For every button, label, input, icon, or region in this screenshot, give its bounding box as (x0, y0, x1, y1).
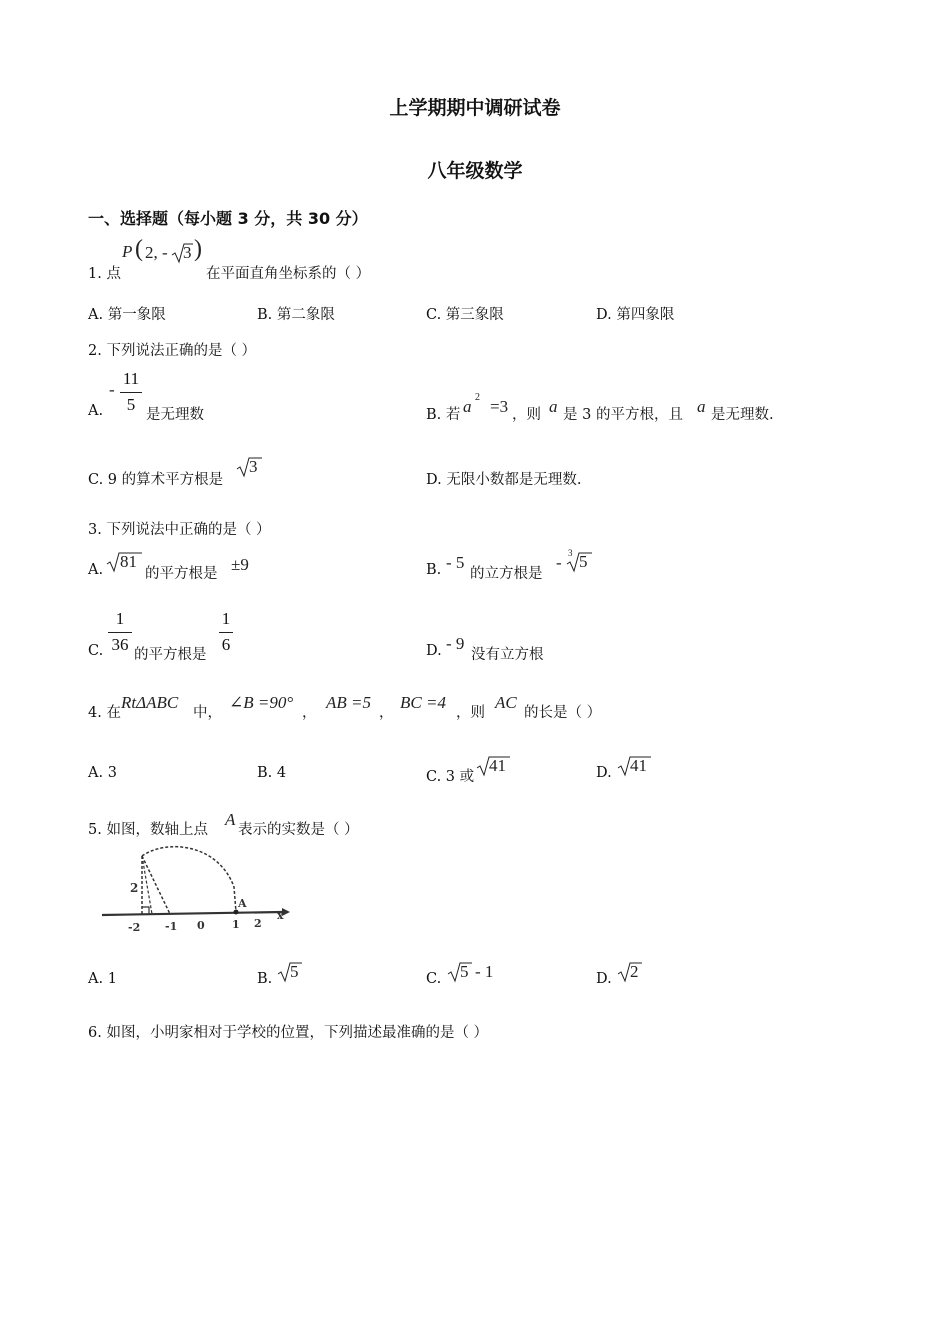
q4-option-b: B. 4 (257, 765, 287, 781)
section-heading: 一、选择题（每小题 3 分，共 30 分） (88, 209, 368, 228)
q2-b-exponent: 2 (475, 392, 480, 403)
q2-a-fraction-bar (120, 392, 142, 393)
q1-close-paren: ) (194, 236, 202, 262)
q5-d-radicand: 2 (630, 962, 639, 981)
q4-prefix: 4. 在 (88, 705, 121, 721)
q5-option-b-label: B. (257, 971, 273, 987)
q4-ac: AC (495, 693, 517, 712)
q2-b-mid2: 是 3 的平方根，且 (563, 407, 683, 423)
q2-b-label: B. 若 (426, 407, 461, 423)
q3-a-value: ±9 (231, 555, 249, 574)
q3-c-fraction-bar-1 (108, 632, 132, 633)
q4-ab: AB =5 (326, 693, 371, 712)
tick-label-2: 2 (254, 917, 262, 930)
q2-stem: 2. 下列说法正确的是（ ） (88, 343, 257, 359)
q3-b-minus: - (556, 553, 562, 572)
q3-stem: 3. 下列说法中正确的是（ ） (88, 522, 271, 538)
q3-b-text: 的立方根是 (470, 566, 543, 582)
q2-a-text: 是无理数 (146, 407, 204, 423)
q6-stem: 6. 如图，小明家相对于学校的位置，下列描述最准确的是（ ） (88, 1025, 489, 1041)
q2-b-var2: a (549, 397, 558, 416)
q3-c-fraction-bar-2 (219, 632, 233, 633)
q1-prefix: 1. 点 (88, 266, 121, 282)
page-subtitle: 八年级数学 (427, 160, 523, 182)
q4-sep2: ， (379, 705, 394, 721)
q3-a-radicand: 81 (120, 552, 137, 571)
q3-b-number: - 5 (446, 553, 465, 572)
q3-a-label: A. (88, 562, 104, 578)
q1-suffix: 在平面直角坐标系的（ ） (206, 266, 371, 282)
tick-label-minus-1: -1 (165, 920, 178, 933)
q4-mid2: ，则 (456, 705, 485, 721)
tick-label-0: 0 (197, 919, 205, 932)
q3-c-numerator-1: 1 (115, 609, 125, 628)
q4-triangle: RtΔABC (121, 693, 179, 712)
q1-option-a: A. 第一象限 (88, 307, 166, 323)
q4-option-c-label: C. 3 或 (426, 769, 475, 785)
q3-b-radicand: 5 (579, 552, 588, 571)
q3-b-label: B. (426, 562, 442, 578)
q3-d-label: D. (426, 643, 442, 659)
point-a-marker (234, 910, 239, 915)
compass-arc (142, 847, 236, 912)
q3-c-denominator-2: 6 (221, 635, 231, 654)
height-label: 2 (130, 881, 139, 895)
q5-b-radicand: 5 (290, 962, 299, 981)
q1-coord-x: 2, - (145, 243, 168, 262)
q3-c-label: C. (88, 643, 104, 659)
q2-b-var3: a (697, 397, 706, 416)
q4-option-a: A. 3 (88, 765, 117, 781)
q3-c-denominator-1: 36 (111, 635, 129, 654)
q5-option-c-label: C. (426, 971, 442, 987)
q2-b-end: 是无理数. (711, 407, 774, 423)
q4-angle: ∠B =90° (229, 693, 294, 712)
q2-b-var: a (463, 397, 472, 416)
q1-option-c: C. 第三象限 (426, 307, 504, 323)
q5-option-d-label: D. (596, 971, 612, 987)
q5-suffix: 表示的实数是（ ） (238, 822, 359, 838)
q1-option-b: B. 第二象限 (257, 307, 335, 323)
q1-option-d: D. 第四象限 (596, 307, 675, 323)
q2-a-label: A. (88, 403, 104, 419)
q1-radicand: 3 (183, 243, 192, 262)
q4-mid1: 中， (193, 705, 222, 721)
q1-point-label: P (122, 242, 133, 261)
q2-c-label: C. 9 的算术平方根是 (88, 472, 224, 488)
q5-c-radicand: 5 (460, 962, 469, 981)
q2-c-radicand: 3 (249, 457, 258, 476)
q5-point: A (225, 810, 236, 829)
page-title: 上学期期中调研试卷 (389, 97, 561, 119)
q2-b-mid: ，则 (512, 407, 541, 423)
q3-a-text: 的平方根是 (145, 566, 218, 582)
q3-c-numerator-2: 1 (221, 609, 231, 628)
q4-option-d-label: D. (596, 765, 612, 781)
q1-open-paren: ( (135, 236, 143, 262)
q4-c-radicand: 41 (489, 756, 506, 775)
q3-c-text: 的平方根是 (134, 647, 207, 663)
number-line-axis (102, 908, 290, 916)
q2-a-minus: - (109, 380, 115, 399)
q2-a-denominator: 5 (126, 395, 136, 414)
q2-a-numerator: 11 (122, 369, 140, 388)
q4-sep1: ， (302, 705, 317, 721)
q4-bc: BC =4 (400, 693, 446, 712)
q3-b-root-index: 3 (568, 548, 573, 558)
q4-suffix: 的长是（ ） (524, 705, 602, 721)
q3-d-text: 没有立方根 (471, 647, 544, 663)
q2-b-equation: =3 (490, 397, 509, 416)
right-angle-mark (142, 907, 149, 914)
tick-label-1: 1 (232, 918, 240, 931)
triangle-hypotenuse (142, 856, 170, 914)
q3-d-number: - 9 (446, 634, 465, 653)
q4-d-radicand: 41 (630, 756, 647, 775)
tick-label-minus-2: -2 (128, 921, 141, 934)
q5-prefix: 5. 如图，数轴上点 (88, 822, 208, 838)
axis-x-label: x (277, 909, 284, 922)
point-a-label: A (238, 897, 247, 910)
q2-d-text: D. 无限小数都是无理数. (426, 472, 582, 488)
number-line-figure (96, 843, 296, 939)
q5-c-tail: - 1 (475, 962, 494, 981)
q5-option-a: A. 1 (88, 971, 117, 987)
